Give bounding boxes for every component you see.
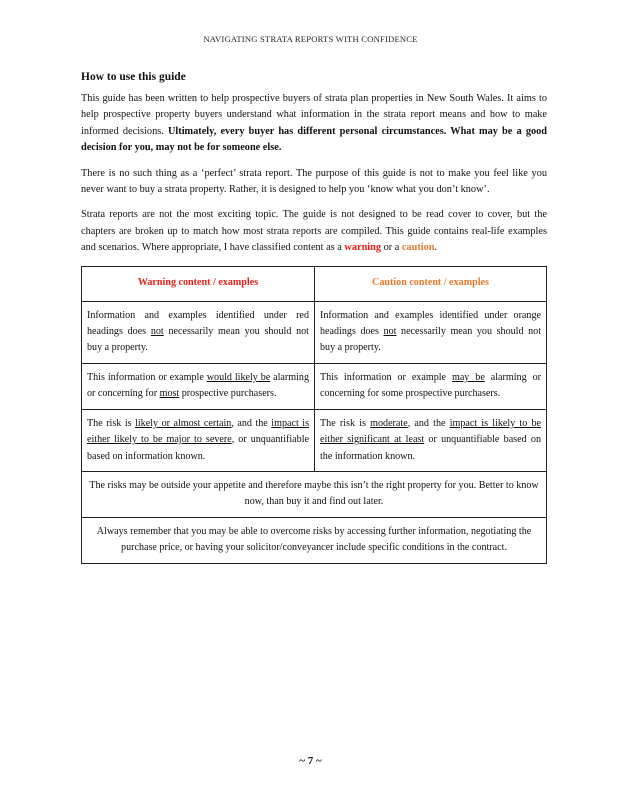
page-number: ~ 7 ~ xyxy=(299,755,322,767)
table-row xyxy=(82,363,547,409)
warning-header: Warning content / examples xyxy=(137,277,259,289)
cell-underline: impact is likely to be either significant at least xyxy=(320,417,541,446)
risk-appetite-cell: The risks may be outside your appetite and therefore maybe this isn’t the right property for you. Better to know now, than buy it and find out later. xyxy=(82,471,547,517)
running-header: NAVIGATING STRATA REPORTS WITH CONFIDENCE xyxy=(203,34,418,44)
cell-text: necessarily mean you should not buy a property. xyxy=(87,326,309,354)
perfect-report-paragraph: There is no such thing as a ‘perfect’ strata report. The purpose of this guide is not to make you feel like you never want to buy a strata property. Rather, it is designed to help you ‘know what you don’t know’. xyxy=(81,167,547,196)
warning-header-cell xyxy=(82,266,315,301)
cell-text: The risk is xyxy=(320,417,371,429)
cell-text: The risk is xyxy=(87,417,136,429)
period-text: . xyxy=(434,242,438,254)
intro-paragraph xyxy=(81,91,547,157)
cell-underline: moderate xyxy=(370,417,408,429)
overcome-risks-cell: Always remember that you may be able to overcome risks by accessing further information, negotiating the purchase price, or having your solicitor/conveyancer include specific conditions in the contract. xyxy=(82,517,547,563)
cell-underline: likely or almost certain xyxy=(135,417,232,429)
cell-text: prospective purchasers. xyxy=(179,388,277,400)
cell-text: Information and examples identified under orange headings does xyxy=(320,309,541,338)
table-row xyxy=(82,301,547,363)
classification-text: Strata reports are not the most exciting topic. The guide is not designed to be read cover to cover, but the chapters are broken up to match how most strata reports are compiled. This guide contains real-life examples and scenarios. Where appropriate, I have classified content as a xyxy=(81,209,547,254)
table-header-row xyxy=(82,266,547,301)
cell-underline: may be xyxy=(451,371,485,383)
classification-table xyxy=(81,266,547,564)
cell-text: necessarily mean you should not buy a property. xyxy=(320,326,541,354)
intro-text: This guide has been written to help prospective buyers of strata plan properties in New South Wales. It aims to help prospective property buyers understand what information in the strata report means and how to make informed decisions. xyxy=(81,93,547,137)
warning-cell xyxy=(82,301,315,363)
cell-text: alarming or concerning for xyxy=(87,371,310,400)
cell-underline: would likely be xyxy=(206,371,271,383)
table-row xyxy=(82,409,547,471)
warning-term: warning xyxy=(344,242,382,254)
cell-text: or unquantifiable based on the information known. xyxy=(320,434,541,462)
caution-cell xyxy=(315,301,547,363)
or-text: or a xyxy=(381,242,402,254)
table-row xyxy=(82,471,547,517)
warning-cell xyxy=(82,409,315,471)
caution-header: Caution content / examples xyxy=(372,277,489,289)
cell-text: alarming or concerning for some prospective purchasers. xyxy=(320,371,541,400)
caution-term: caution xyxy=(401,242,435,254)
cell-underline: not xyxy=(150,326,164,338)
intro-bold-text: Ultimately, every buyer has different personal circumstances. What may be a good decision for you, may not be for someone else. xyxy=(81,125,547,154)
warning-cell xyxy=(82,363,315,409)
cell-text: , and the xyxy=(231,417,272,429)
cell-underline: most xyxy=(159,388,180,400)
main-content xyxy=(81,71,547,564)
cell-underline: not xyxy=(383,326,397,338)
cell-text: This information or example xyxy=(87,371,207,383)
cell-underline: impact is either likely to be major to severe xyxy=(87,417,309,446)
cell-text: , or unquantifiable based on information known. xyxy=(87,434,309,462)
section-title: How to use this guide xyxy=(81,71,186,83)
caution-cell xyxy=(315,409,547,471)
cell-text: Information and examples identified under red headings does xyxy=(87,309,309,338)
caution-header-cell xyxy=(315,266,547,301)
cell-text: , and the xyxy=(407,417,450,429)
table-row xyxy=(82,517,547,563)
cell-text: This information or example xyxy=(320,371,452,383)
caution-cell xyxy=(315,363,547,409)
classification-paragraph xyxy=(81,207,547,256)
